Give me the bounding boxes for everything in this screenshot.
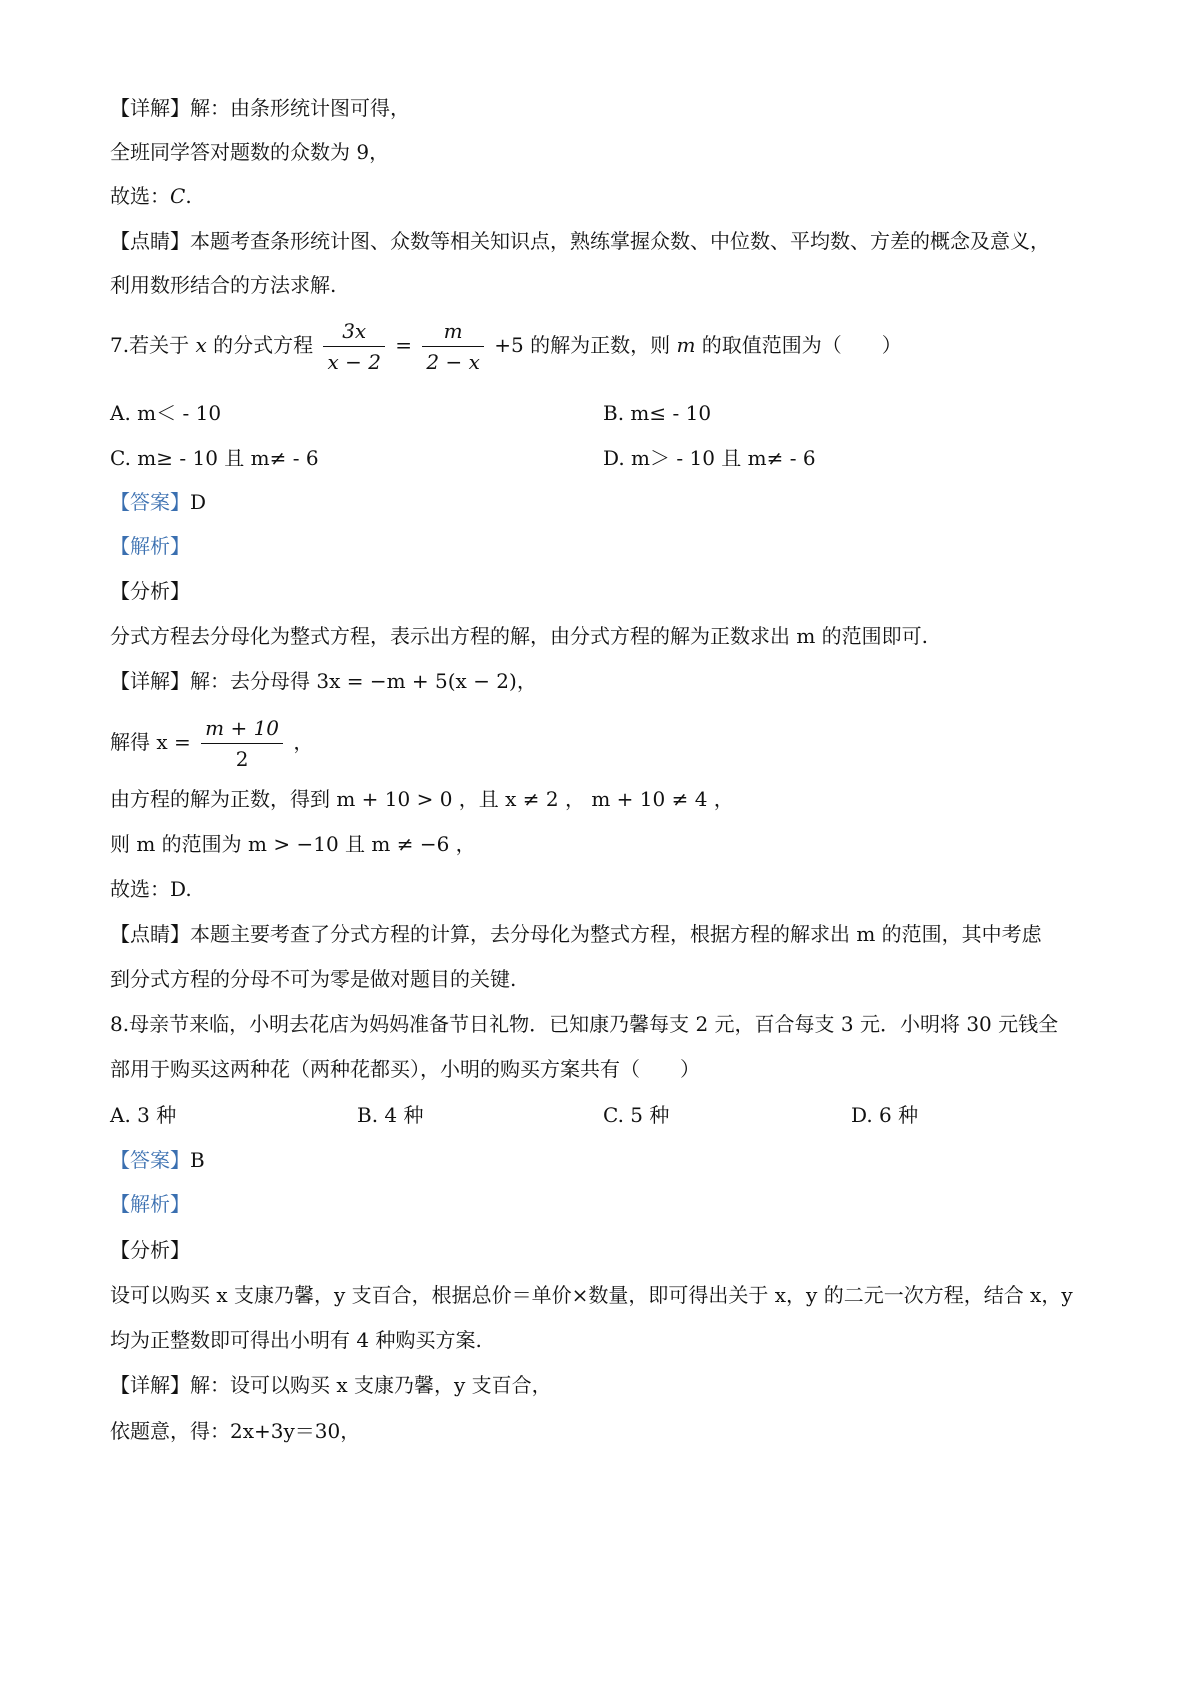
q8-fenxi-2: 均为正整数即可得出小明有 4 种购买方案.: [110, 1328, 482, 1352]
q7-analysis-label: 【解析】: [110, 534, 190, 558]
q8-answer: B: [190, 1148, 205, 1172]
q7-option-b: B. m≤ - 10: [603, 401, 712, 425]
q7-answer-label: 【答案】: [110, 490, 190, 514]
q8-fenxi-1: 设可以购买 x 支康乃馨，y 支百合，根据总价＝单价×数量，即可得出关于 x，y 的二元一次方程，结合 x，y: [110, 1283, 1073, 1307]
q7-after: +5 的解为正数，则: [494, 333, 671, 357]
q7-detail-2: [110, 712, 313, 774]
q7-detail2-prefix: 解得 x =: [110, 730, 191, 754]
q7-var-x: x: [195, 333, 207, 357]
choice-line: [110, 181, 192, 211]
q7-comment-2: 到分式方程的分母不可为零是做对题目的关键.: [110, 967, 517, 991]
q7-prefix: 7.若关于: [110, 333, 190, 357]
q8-fenxi-label: 【分析】: [110, 1238, 190, 1262]
q8-analysis-label: 【解析】: [110, 1192, 190, 1216]
q7-detail-4: 则 m 的范围为 m > −10 且 m ≠ −6 ，: [110, 832, 476, 856]
q7-fenxi-label: 【分析】: [110, 579, 190, 603]
q7-detail-3: 由方程的解为正数，得到 m + 10 > 0 ，且 x ≠ 2 ， m + 10 ≠ 4 ，: [110, 787, 734, 811]
q7-answer: D: [190, 490, 207, 514]
q7-fenxi-text: 分式方程去分母化为整式方程，表示出方程的解，由分式方程的解为正数求出 m 的范围即可.: [110, 624, 929, 648]
question-8-stem-1: 8.母亲节来临，小明去花店为妈妈准备节日礼物．已知康乃馨每支 2 元，百合每支 3 元．小明将 30 元钱全: [110, 1012, 1059, 1036]
choice-label: 故选：: [110, 184, 170, 208]
q7-frac1-num: 3x: [323, 316, 384, 347]
q7-detail2-end: ，: [293, 730, 314, 754]
q7-detail-1: 【详解】解：去分母得 3x = −m + 5(x − 2)，: [110, 669, 537, 693]
q7-fraction-2: [422, 316, 483, 377]
q7-frac2-num: m: [422, 316, 483, 347]
q7-detail2-num: m + 10: [201, 713, 283, 744]
question-8-stem-2: 部用于购买这两种花（两种花都买），小明的购买方案共有（ ）: [110, 1057, 700, 1081]
comment-line-1: 【点睛】本题考查条形统计图、众数等相关知识点，熟练掌握众数、中位数、平均数、方差的概念及意义，: [110, 229, 1050, 253]
q7-frac1-den: x − 2: [327, 350, 381, 374]
q7-tail: 的取值范围为（ ）: [701, 333, 902, 357]
q7-frac2-den: 2 − x: [426, 350, 480, 374]
q7-fraction-1: [323, 316, 384, 377]
q8-option-c: C. 5 种: [603, 1103, 670, 1127]
q7-eq: =: [395, 333, 413, 357]
q8-answer-line: [110, 1145, 205, 1175]
mode-line: 全班同学答对题数的众数为 9，: [110, 140, 390, 164]
q8-detail-2: 依题意，得：2x+3y＝30，: [110, 1419, 361, 1443]
question-7-stem: [110, 315, 902, 377]
detail-line: 【详解】解：由条形统计图可得，: [110, 96, 410, 120]
q7-answer-line: [110, 487, 206, 517]
q7-option-d: D. m＞ - 10 且 m≠ - 6: [603, 446, 816, 470]
q7-detail-5: 故选：D.: [110, 877, 192, 901]
choice-end: .: [185, 184, 192, 208]
q7-option-c: C. m≥ - 10 且 m≠ - 6: [110, 446, 319, 470]
q8-answer-label: 【答案】: [110, 1148, 190, 1172]
q7-mid: 的分式方程: [213, 333, 314, 357]
q7-detail2-fraction: [201, 713, 283, 774]
q8-option-a: A. 3 种: [110, 1103, 177, 1127]
q7-var-m: m: [676, 333, 696, 357]
q7-comment-1: 【点睛】本题主要考查了分式方程的计算，去分母化为整式方程，根据方程的解求出 m 的范围，其中考虑: [110, 922, 1042, 946]
q8-option-b: B. 4 种: [357, 1103, 424, 1127]
q8-option-d: D. 6 种: [851, 1103, 919, 1127]
q7-detail2-den: 2: [235, 747, 249, 771]
choice-answer: C: [170, 184, 186, 208]
comment-line-2: 利用数形结合的方法求解.: [110, 273, 337, 297]
q8-detail-1: 【详解】解：设可以购买 x 支康乃馨，y 支百合，: [110, 1373, 552, 1397]
q7-option-a: A. m＜ - 10: [110, 401, 222, 425]
